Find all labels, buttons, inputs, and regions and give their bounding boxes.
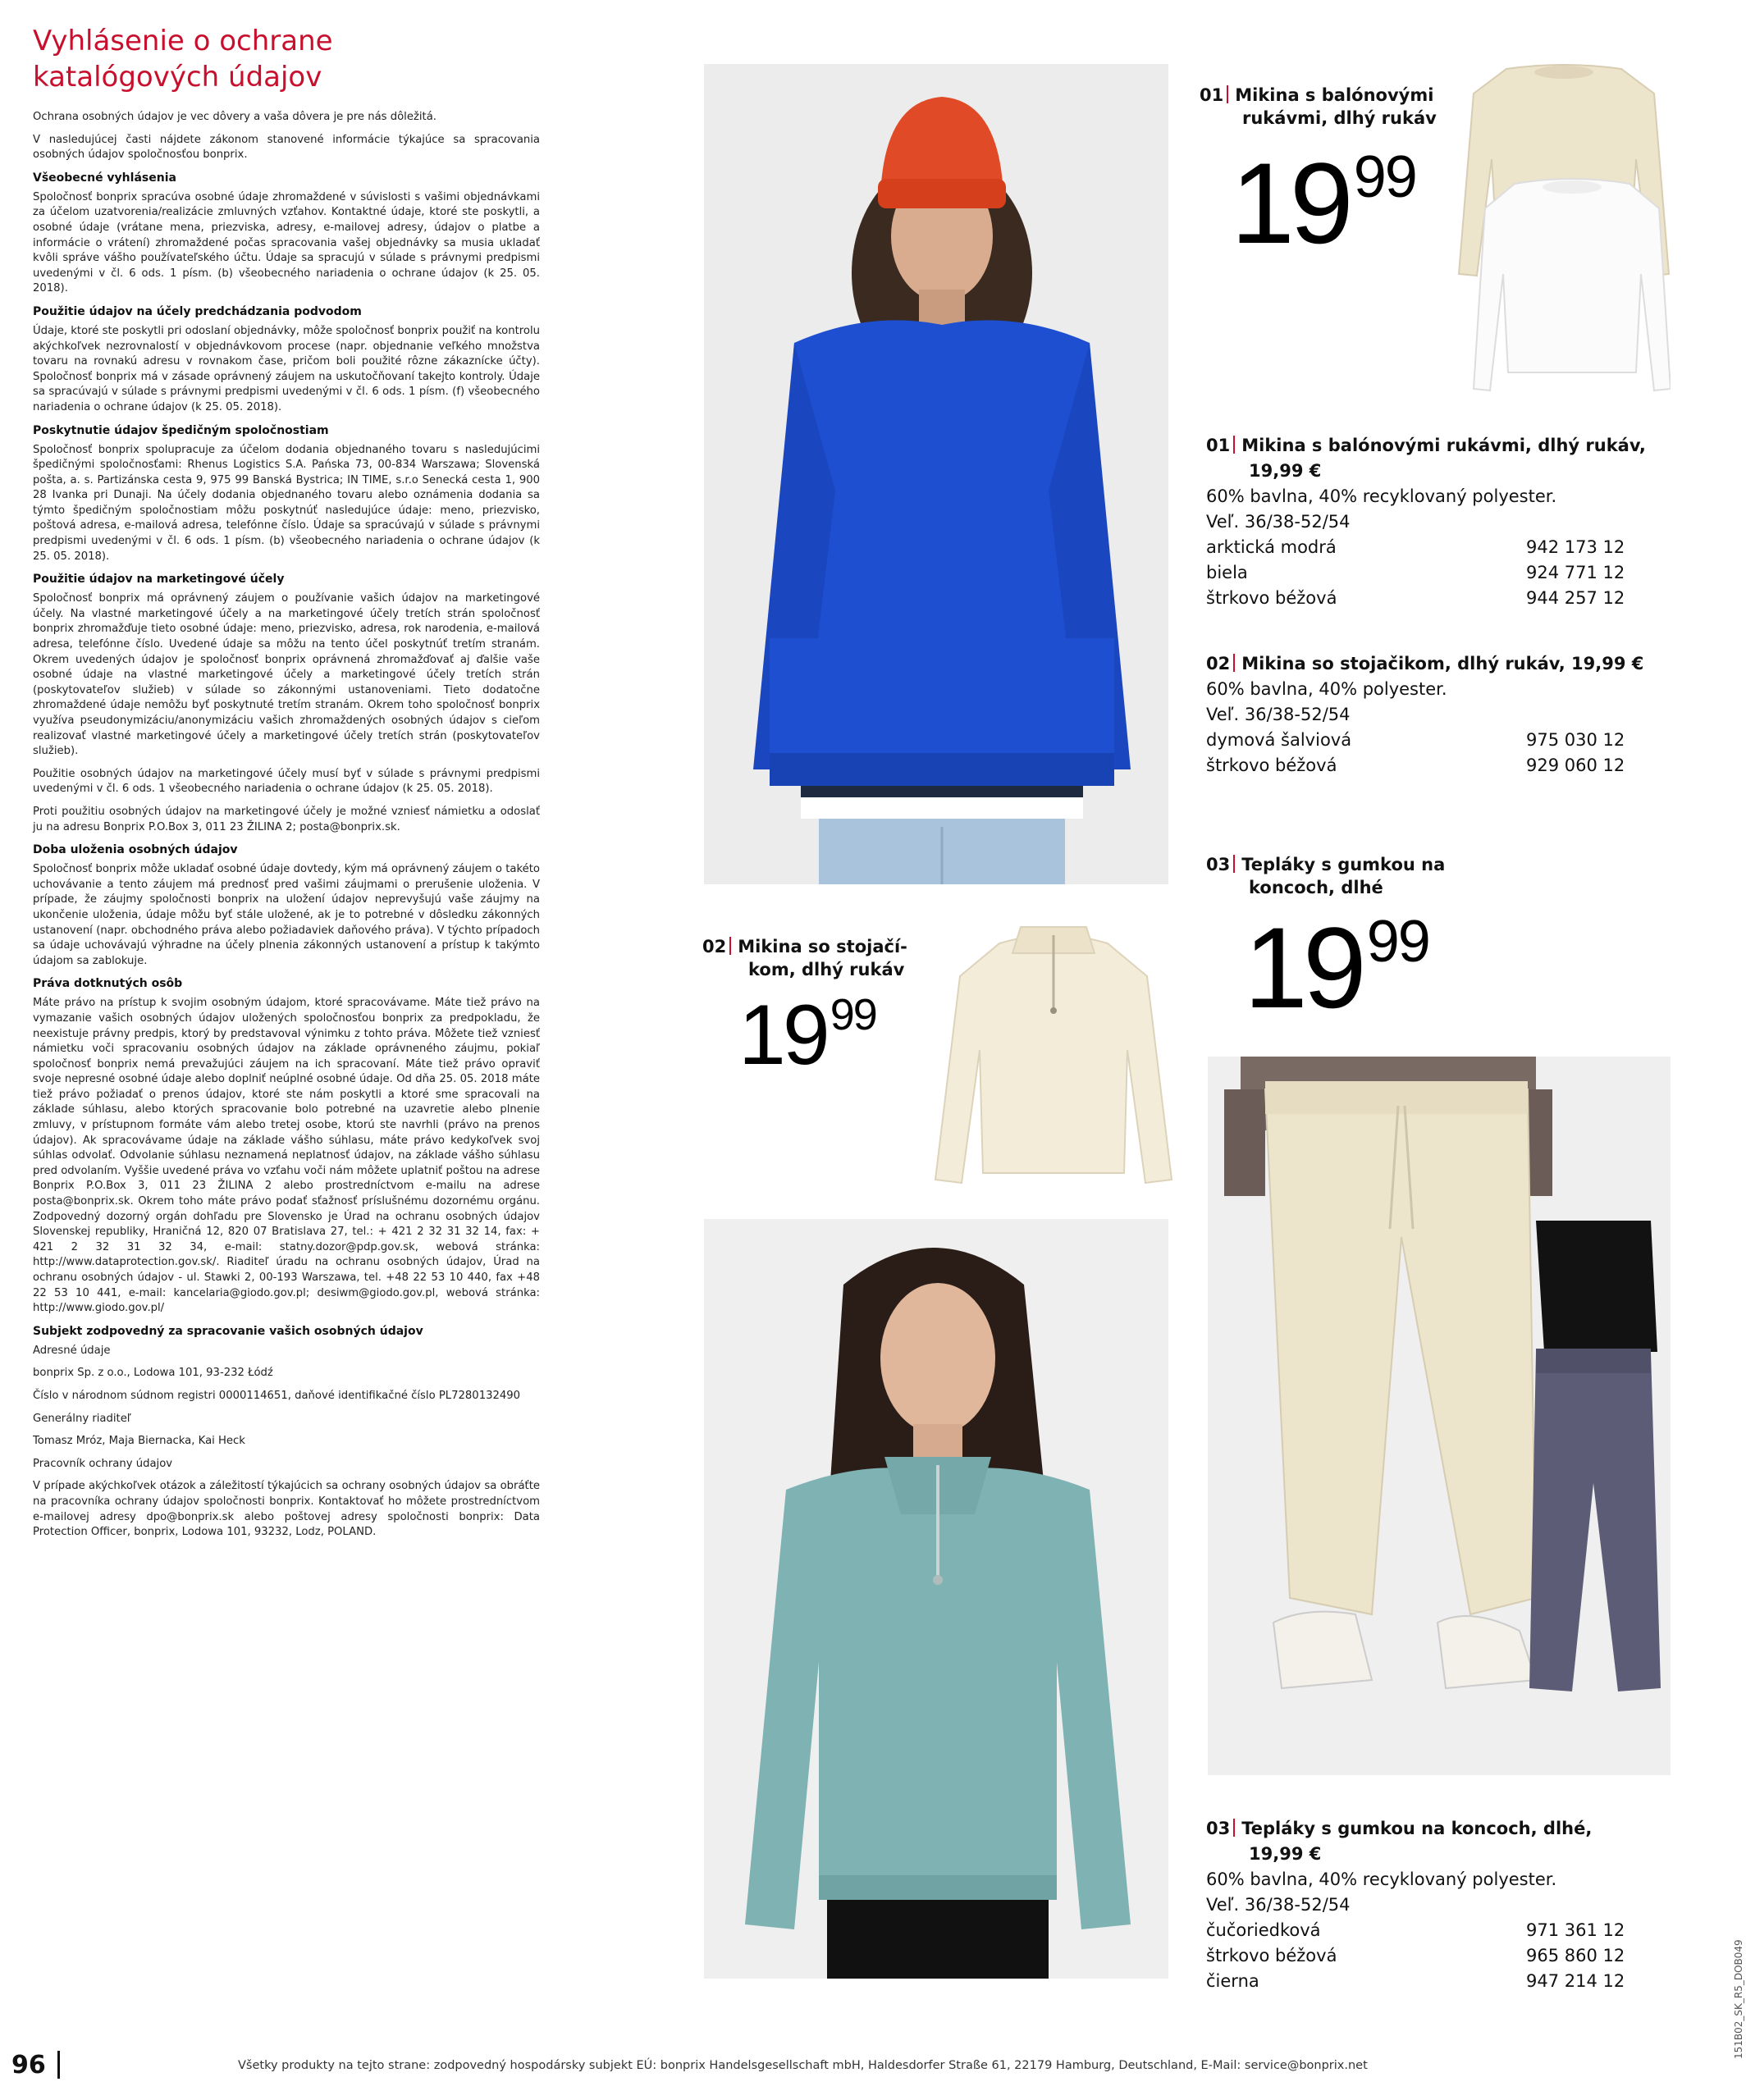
product-01-price-int: 19 [1231, 139, 1349, 267]
variant-row [1206, 1918, 1698, 1943]
product-02-price-int: 19 [738, 988, 827, 1083]
product-01-spec [1206, 433, 1698, 611]
product-03-price-int: 19 [1244, 903, 1362, 1032]
section-marketing-title: Použitie údajov na marketingové účely [33, 573, 285, 587]
variant-color: čučoriedková [1206, 1920, 1321, 1940]
product-03-price-dec: 99 [1366, 909, 1429, 975]
accent-bar [1233, 1819, 1235, 1837]
photo-blue-sweatshirt-model [704, 64, 1168, 884]
product-01-spec-price: 19,99 € [1249, 461, 1322, 481]
variant-color: biela [1206, 563, 1248, 582]
controller-director-label: Generálny riaditeľ [33, 1412, 131, 1425]
product-02-price-dec: 99 [830, 990, 876, 1039]
product-02-spec-number: 02 [1206, 654, 1231, 673]
product-02-material: 60% bavlna, 40% polyester. [1206, 679, 1447, 699]
product-03-spec-number: 03 [1206, 1819, 1231, 1838]
product-01-spec-number: 01 [1206, 436, 1231, 455]
product-01-spec-title [1206, 433, 1698, 459]
variant-code: 924 771 12 [1526, 563, 1625, 582]
product-03-material: 60% bavlna, 40% recyklovaný polyester. [1206, 1869, 1557, 1889]
product-03-heading [1206, 853, 1501, 899]
product-02-spec-title [1206, 651, 1715, 677]
variant-code: 965 860 12 [1526, 1946, 1625, 1965]
privacy-intro-2: V nasledujúcej časti nájdete zákonom stanovené informácie týkajúce sa spracovania osobných údajov spoločnosťou bonprix. [33, 133, 540, 162]
product-01-spec-name: Mikina s balónovými rukávmi, dlhý rukáv, [1241, 436, 1646, 455]
section-marketing-text-3: Proti použitiu osobných údajov na marketingové účely je možné vzniesť námietku a odoslať ju na adresu Bonprix P.O.Box 3, 011 23 ŽILINA 2; posta@bonprix.sk. [33, 805, 540, 833]
product-02-number: 02 [702, 937, 727, 956]
privacy-title-line-2: katalógových údajov [33, 61, 322, 94]
section-shipping-title: Poskytnutie údajov špedičným spoločnostiam [33, 423, 329, 437]
product-02-name-line-1: Mikina so stojačí- [738, 937, 907, 956]
product-01-heading [1200, 84, 1462, 130]
variant-row [1206, 535, 1698, 560]
controller-address: bonprix Sp. z o.o., Lodowa 101, 93-232 Łódź [33, 1367, 273, 1380]
section-shipping-text: Spoločnosť bonprix spolupracuje za účelom dodania objednaného tovaru s nasledujúcimi špedičnými spoločnosťami: Rhenus Logistics S.A. Pańska 73, 00-834 Warszawa; Slovenská pošta, a. s. Partizánska cesta 9, 975 99 Banská Bystrica; IN TIME, s.r.o Senecká cesta 1, 900 28 Ivanka pri Dunaji. Na účely dodania objednaného tovaru alebo oznámenia dodania sa týmto špedičným spoločnostiam môžu poskytnúť nasledujúce údaje: meno, priezvisko, poštová adresa, e-mailová adresa, telefónne číslo. Údaje sa spracúvajú v súlade s právnymi predpismi uvedenými v čl. 6 ods. 1 písm. (b) všeobecného nariadenia o ochrane údajov (k 25. 05. 2018). [33, 443, 540, 563]
section-controller-title: Subjekt zodpovedný za spracovanie vašich osobných údajov [33, 1324, 423, 1338]
variant-code: 929 060 12 [1526, 756, 1625, 775]
accent-bar [1233, 654, 1235, 672]
photo-sage-halfzip-model [704, 1219, 1168, 1979]
variant-color: dymová šalviová [1206, 730, 1352, 750]
accent-bar [729, 937, 731, 955]
variant-row [1206, 560, 1698, 586]
catalog-code [1718, 1706, 1744, 2059]
section-general-title: Všeobecné vyhlásenia [33, 171, 176, 185]
product-03-spec-name: Tepláky s gumkou na koncoch, dlhé, [1241, 1819, 1593, 1838]
section-retention-text: Spoločnosť bonprix môže ukladať osobné údaje dovtedy, kým má oprávnený záujem o takéto uchovávanie a tento záujem má prednosť pred vašimi záujmami o prerušenie uloženia. V prípade, že záujmy spoločnosti bonprix na uložení údajov neprevyšujú vaše záujmy na ukončenie uloženia, údaje môžu byť stále uložené, ak je to potrebné v dôsledku zákonných ustanovení (napr. obchodného práva alebo požiadaviek daňového práva). V týchto prípadoch sa údaje uchovávajú výhradne na účely plnenia zákonných ustanovení a prístup k takýmto údajom sa zablokuje. [33, 863, 540, 967]
product-03-number: 03 [1206, 855, 1231, 874]
photo-halfzip-flatlay [934, 919, 1173, 1189]
product-01-number: 01 [1200, 85, 1224, 105]
footer-responsible-entity: Všetky produkty na tejto strane: zodpovedný hospodársky subjekt EÚ: bonprix Handelsgesellschaft mbH, Haldesdorfer Straße 61, 22179 Hamburg, Deutschland, E-Mail: service@bonprix.net [238, 2059, 1368, 2072]
variant-color: štrkovo béžová [1206, 1946, 1337, 1965]
product-01-name-line-2: rukávmi, dlhý rukáv [1242, 108, 1437, 128]
product-03-name-line-2: koncoch, dlhé [1249, 878, 1383, 897]
privacy-title [33, 23, 540, 95]
variant-row [1206, 586, 1698, 611]
product-02-spec-name: Mikina so stojačikom, dlhý rukáv, 19,99 € [1241, 654, 1644, 673]
page-number: 96 [11, 2051, 46, 2079]
product-02-price [738, 988, 876, 1083]
accent-bar [1233, 855, 1235, 873]
privacy-title-line-1: Vyhlásenie o ochrane [33, 25, 333, 57]
controller-address-label: Adresné údaje [33, 1344, 111, 1357]
variant-row [1206, 1969, 1698, 1994]
section-marketing-text-2: Použitie osobných údajov na marketingové účely musí byť v súlade s právnymi predpismi uvedenými v čl. 6 ods. 1 všeobecného nariadenia o ochrane údajov (k 25. 05. 2018). [33, 767, 540, 796]
product-03-spec-price: 19,99 € [1249, 1844, 1322, 1864]
product-01-price [1231, 139, 1416, 267]
photo-sweatshirts-flatlay [1457, 61, 1671, 405]
product-02-name-line-2: kom, dlhý rukáv [748, 960, 905, 979]
controller-registry: Číslo v národnom súdnom registri 0000114651, daňové identifikačné číslo PL7280132490 [33, 1389, 521, 1402]
controller-dpo-text: V prípade akýchkoľvek otázok a záležitostí týkajúcich sa ochrany osobných údajov sa obráťte na pracovníka ochrany údajov spoločnosti bonprix. Kontaktovať ho môžete prostredníctvom e-mailovej adresy dpo@bonprix.sk alebo poštovej adresy spoločnosti bonprix: Data Protection Officer, bonprix, Lodowa 101, 93232, Lodz, POLAND. [33, 1480, 540, 1539]
variant-row [1206, 753, 1715, 778]
product-01-material: 60% bavlna, 40% recyklovaný polyester. [1206, 486, 1557, 506]
privacy-statement [33, 23, 540, 1548]
product-01-sizes: Veľ. 36/38-52/54 [1206, 512, 1351, 532]
section-fraud-title: Použitie údajov na účely predchádzania podvodom [33, 304, 362, 318]
section-retention-title: Doba uloženia osobných údajov [33, 843, 238, 857]
accent-bar [1227, 85, 1228, 103]
page-number-divider [57, 2051, 60, 2079]
section-marketing-text: Spoločnosť bonprix má oprávnený záujem o používanie vašich údajov na marketingové účely. Na vlastné marketingové účely a na marketingové účely tretích strán spoločnosť bonprix zhromažďuje tieto osobné údaje: meno, priezvisko, adresa, rok narodenia, e-mailová adresa, telefónne číslo. Uvedené údaje sa môžu na tento účel poskytnúť tretím stranám. Okrem uvedených údajov je spoločnosť bonprix oprávnená zhromažďovať aj ďalšie vaše osobné údaje na vlastné marketingové účely a marketingové účely tretích strán (poskytovateľov služieb) v súlade so zákonnými ustanoveniami. Tieto dodatočne zhromaždené údaje nemôžu byť poskytnuté tretím stranám. Okrem toho spoločnosť bonprix využíva pseudonymizáciu/anonymizáciu vašich zhromaždených osobných údajov s cieľom realizovať vlastné marketingové účely a marketingové účely tretích strán (poskytovateľov služieb). [33, 592, 540, 758]
variant-row [1206, 1943, 1698, 1969]
privacy-intro-1: Ochrana osobných údajov je vec dôvery a vaša dôvera je pre nás dôležitá. [33, 111, 436, 123]
variant-color: štrkovo béžová [1206, 588, 1337, 608]
controller-directors: Tomasz Mróz, Maja Biernacka, Kai Heck [33, 1435, 245, 1448]
controller-dpo-label: Pracovník ochrany údajov [33, 1457, 173, 1470]
section-rights-text: Máte právo na prístup k svojim osobným údajom, ktoré spracovávame. Máte tiež právo na vymazanie vašich osobných údajov uložených spoločnosťou bonprix za predpokladu, že neexistuje právny predpis, ktorý by predstavoval výnimku z tohto práva. Môžete tiež vzniesť námietku voči spracovaniu osobných údajov na základe oprávneného záujmu, pokiaľ spoločnosť bonprix nemá prevažujúci záujem na ich spracovaní. Máte tiež právo opraviť svoje nepresné osobné údaje alebo doplniť neúplné osobné údaje. Od dňa 25. 05. 2018 máte tiež právo požiadať o prenos údajov, ktoré ste nám poskytli a ktoré sme spracovali na základe súhlasu, alebo ktorých spracovanie bolo potrebné na uzavretie alebo plnenie zmluvy, v prístupnom formáte vám alebo tretej osobe, ktorú ste navrhli (právo na prenos údajov). Ak spracovávame údaje na základe vášho súhlasu, máte právo kedykoľvek svoj súhlas odvolať. Odvolanie súhlasu neznamená neplatnosť údajov, na základe vášho súhlasu pred odvolaním. Vyššie uvedené práva vo vzťahu voči nám môžete uplatniť poštou na adrese Bonprix P.O.Box 3, 011 23 ŽILINA 2 alebo prostredníctvom e-mailu na adrese posta@bonprix.sk. Okrem toho máte právo podať sťažnosť príslušnému dozornému orgánu. Zodpovedný dozorný orgán dohľadu pre Slovensko je Úrad na ochranu osobných údajov Slovenskej republiky, Hraničná 12, 820 07 Bratislava 27, tel.: + 421 2 32 31 32 14, fax: + 421 2 32 31 32 34, e-mail: statny.dozor@pdp.gov.sk, webová stránka: http://www.dataprotection.gov.sk/. Riaditeľ úradu na ochranu osobných údajov, Úrad na ochranu osobných údajov - ul. Stawki 2, 00-193 Warszawa, tel. +48 22 53 10 440, fax +48 22 53 10 441, e-mail: kancelaria@giodo.gov.pl; desiwm@giodo.gov.pl, webová stránka: http://www.giodo.gov.pl/ [33, 997, 540, 1315]
product-03-spec-title [1206, 1816, 1698, 1842]
product-01-price-dec: 99 [1353, 144, 1416, 210]
product-03-sizes: Veľ. 36/38-52/54 [1206, 1895, 1351, 1915]
product-03-spec [1206, 1816, 1698, 1994]
variant-code: 942 173 12 [1526, 537, 1625, 557]
product-02-sizes: Veľ. 36/38-52/54 [1206, 705, 1351, 724]
variant-code: 944 257 12 [1526, 588, 1625, 608]
photo-jogging-pants-model [1208, 1057, 1671, 1775]
variant-code: 947 214 12 [1526, 1971, 1625, 1991]
product-02-heading [702, 935, 940, 981]
section-rights-title: Práva dotknutých osôb [33, 977, 183, 991]
product-01-name-line-1: Mikina s balónovými [1235, 85, 1434, 105]
product-02-spec [1206, 651, 1715, 778]
product-03-price [1244, 903, 1429, 1032]
section-fraud-text: Údaje, ktoré ste poskytli pri odoslaní objednávky, môže spoločnosť bonprix použiť na kontrolu akýchkoľvek nezrovnalostí v objednávkovom procese (napr. objednanie veľkého množstva tovaru na rovnakú adresu v rovnakom čase, pričom boli použité rôzne zákaznícke účty). Spoločnosť bonprix má v zásade oprávnený záujem na uskutočňovaní takejto kontroly. Údaje sa spracúvajú v súlade s právnymi predpismi uvedenými v čl. 6 ods. 1 písm. (f) všeobecného nariadenia o ochrane údajov (k 25. 05. 2018). [33, 324, 540, 413]
variant-code: 975 030 12 [1526, 730, 1625, 750]
product-03-name-line-1: Tepláky s gumkou na [1241, 855, 1446, 874]
variant-code: 971 361 12 [1526, 1920, 1625, 1940]
variant-row [1206, 728, 1715, 753]
variant-color: čierna [1206, 1971, 1259, 1991]
section-general-text: Spoločnosť bonprix spracúva osobné údaje zhromaždené v súvislosti s vašimi objednávkami za účelom uzatvorenia/realizácie zmluvných vzťahov. Kontaktné údaje, ktoré ste poskytli, a osobné údaje (vrátane mena, priezviska, adresy, e-mailovej adresy, údajov o platbe a informácie o vrátení) zhromaždené počas spracovania vašej objednávky sa musia ukladať kvôli správe vášho používateľského účtu. Údaje sa spracujú v súlade s právnymi predpismi uvedenými v čl. 6 ods. 1 písm. (b) všeobecného nariadenia o ochrane údajov (k 25. 05. 2018). [33, 190, 540, 295]
accent-bar [1233, 436, 1235, 454]
catalog-code-text: 151B02_SK_R5_DOB049 [1733, 1939, 1744, 2059]
variant-color: arktická modrá [1206, 537, 1337, 557]
variant-color: štrkovo béžová [1206, 756, 1337, 775]
